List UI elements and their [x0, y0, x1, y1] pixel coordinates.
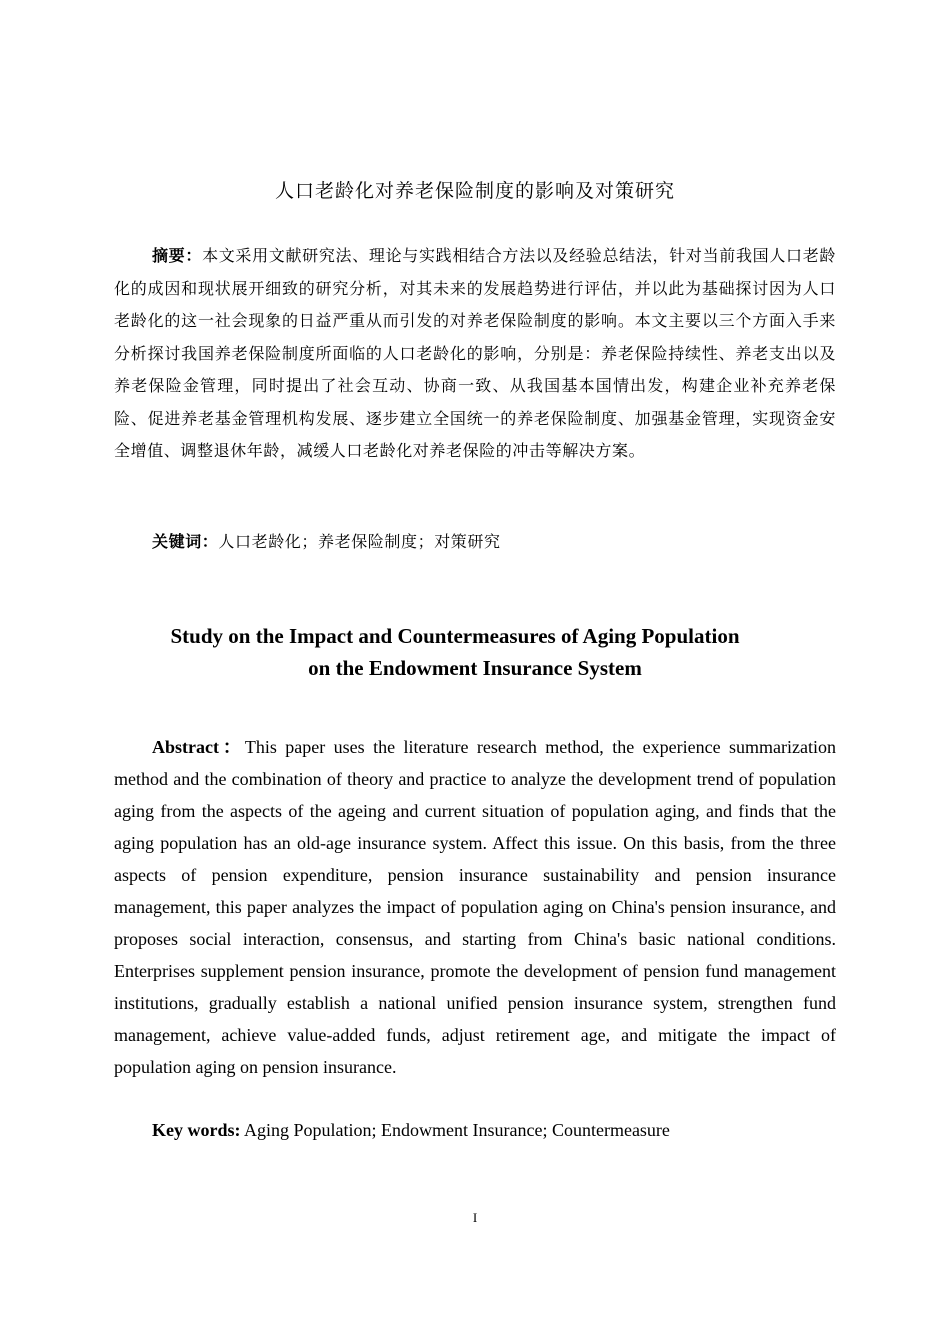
chinese-abstract: [114, 240, 836, 468]
english-keywords: [152, 1114, 836, 1146]
english-keywords-text: Aging Population; Endowment Insurance; Countermeasure: [240, 1120, 670, 1140]
english-abstract-label: Abstract：: [152, 737, 245, 757]
english-title-line-2: on the Endowment Insurance System: [308, 656, 642, 680]
chinese-abstract-label: 摘要：: [152, 246, 203, 265]
english-title-line-1: Study on the Impact and Countermeasures of Aging Population: [170, 624, 740, 648]
chinese-title: 人口老龄化对养老保险制度的影响及对策研究: [274, 180, 675, 202]
chinese-keywords: [152, 526, 836, 558]
page-number: I: [472, 1210, 478, 1225]
english-abstract: [114, 731, 836, 1083]
chinese-abstract-text: 本文采用文献研究法、理论与实践相结合方法以及经验总结法，针对当前我国人口老龄化的成因和现状展开细致的研究分析，对其未来的发展趋势进行评估，并以此为基础探讨因为人口老龄化的这一社会现象的日益严重从而引发的对养老保险制度的影响。本文主要以三个方面入手来分析探讨我国养老保险制度所面临的人口老龄化的影响，分别是：养老保险持续性、养老支出以及养老保险金管理，同时提出了社会互动、协商一致、从我国基本国情出发，构建企业补充养老保险、促进养老基金管理机构发展、逐步建立全国统一的养老保险制度、加强基金管理，实现资金安全增值、调整退休年龄，减缓人口老龄化对养老保险的冲击等解决方案。: [114, 246, 836, 460]
english-title: [0, 620, 950, 684]
chinese-keywords-label: 关键词：: [152, 532, 219, 551]
chinese-keywords-text: 人口老龄化；养老保险制度；对策研究: [218, 532, 501, 551]
english-keywords-label: Key words:: [152, 1120, 241, 1140]
english-abstract-text: This paper uses the literature research method, the experience summarization method and the combination of theory and practice to analyze the development trend of population aging from the aspects of the ageing and current situation of population aging, and finds that the aging population has an old-age insurance system. Affect this issue. On this basis, from the three aspects of pension expenditure, pension insurance sustainability and pension insurance management, this paper analyzes the impact of population aging on China's pension insurance, and proposes social interaction, consensus, and starting from China's basic national conditions. Enterprises supplement pension insurance, promote the development of pension fund management institutions, gradually establish a national unified pension insurance system, strengthen fund management, achieve value-added funds, adjust retirement age, and mitigate the impact of population aging on pension insurance.: [114, 737, 836, 1077]
